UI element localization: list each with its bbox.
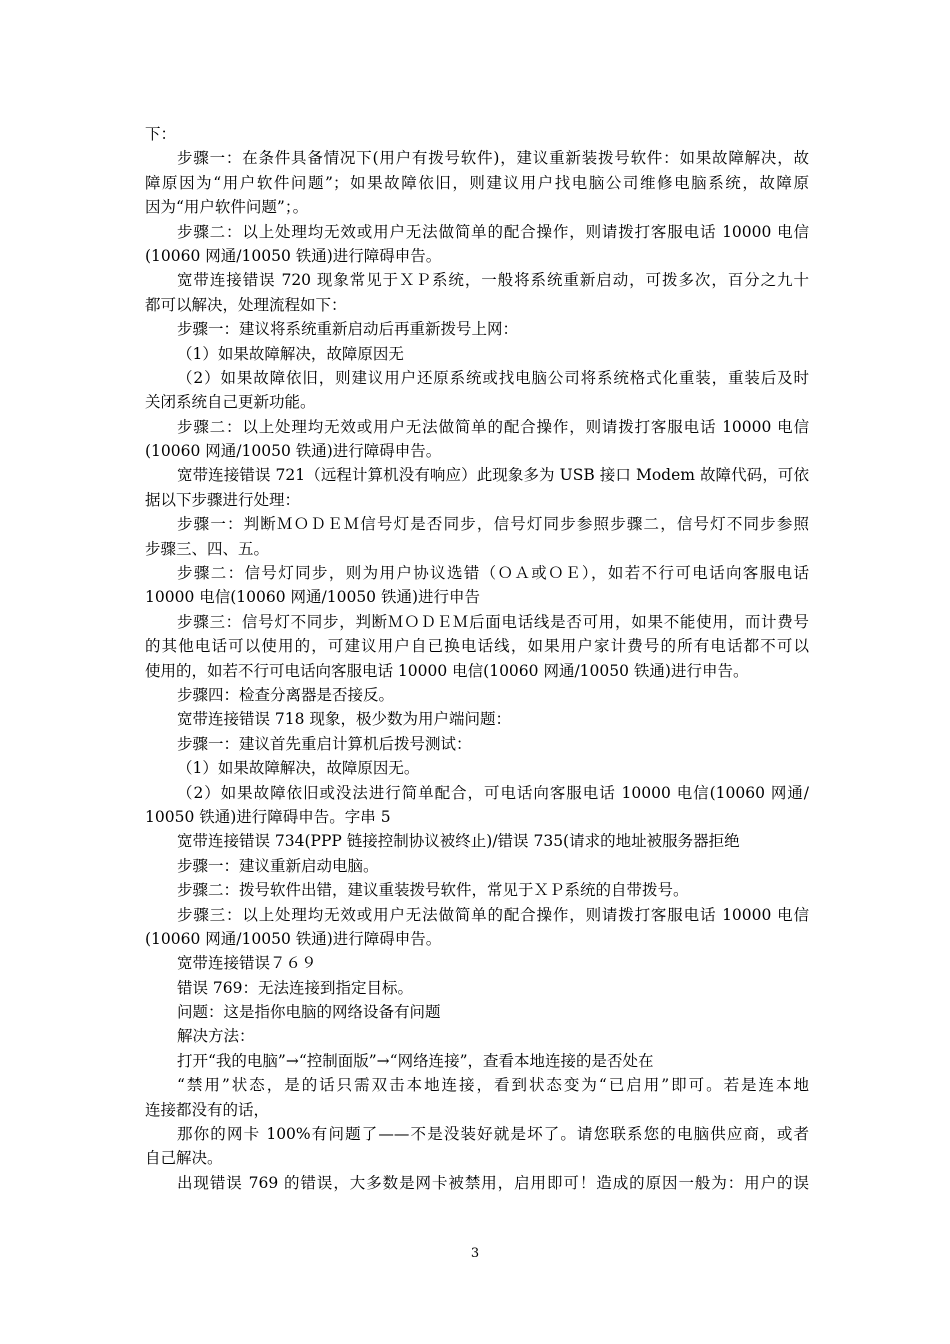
text-line: 10050 铁通)进行障碍申告。字串 5 — [145, 807, 391, 826]
text-line: 的其他电话可以使用的，可建议用户自已换电话线，如果用户家计费号的所有电话都不可以 — [145, 637, 809, 656]
text-line: 宽带连接错误 734(PPP 链接控制协议被终止)/错误 735(请求的地址被服务器拒绝 — [177, 832, 740, 851]
text-line: 据以下步骤进行处理： — [145, 490, 301, 509]
text-line: 出现错误 769 的错误，大多数是网卡被禁用，启用即可！造成的原因一般为：用户的误 — [177, 1173, 809, 1192]
text-line: （2）如果故障依旧，则建议用户还原系统或找电脑公司将系统格式化重装，重装后及时 — [177, 368, 809, 387]
text-line: 那你的网卡 100%有问题了——不是没装好就是坏了。请您联系您的电脑供应商，或者 — [177, 1125, 809, 1144]
text-line: 下： — [145, 125, 177, 143]
text-line: 宽带连接错误 721（远程计算机没有响应）此现象多为 USB 接口 Modem 故障代码，可依 — [177, 466, 809, 485]
text-line: 步骤二：以上处理均无效或用户无法做简单的配合操作，则请拨打客服电话 10000 电信 — [177, 417, 809, 436]
text-line: 步骤一：建议将系统重新启动后再重新拨号上网： — [177, 320, 519, 339]
text-line: 打开“我的电脑”→“控制面版”→“网络连接”，查看本地连接的是否处在 — [177, 1051, 654, 1070]
text-line: 宽带连接错误 718 现象，极少数为用户端问题： — [177, 710, 511, 729]
text-line: 都可以解决，处理流程如下： — [145, 295, 347, 314]
text-line: 10000 电信(10060 网通/10050 铁通)进行申告 — [145, 588, 481, 607]
text-line: （1）如果故障解决，故障原因无 — [177, 344, 404, 363]
text-line: 步骤二：以上处理均无效或用户无法做简单的配合操作，则请拨打客服电话 10000 电信 — [177, 222, 809, 241]
text-line: (10060 网通/10050 铁通)进行障碍申告。 — [145, 929, 442, 948]
document-body — [145, 122, 809, 1195]
text-line: （2）如果故障依旧或没法进行简单配合，可电话向客服电话 10000 电信(10060 网通/ — [177, 783, 809, 802]
text-line: 因为“用户软件问题”；。 — [145, 198, 309, 217]
text-line: 连接都没有的话， — [145, 1100, 270, 1119]
text-line: （1）如果故障解决，故障原因无。 — [177, 759, 420, 778]
text-line: 宽带连接错误 720 现象常见于ＸＰ系统，一般将系统重新启动，可拨多次，百分之九十 — [177, 271, 809, 290]
text-line: 关闭系统自己更新功能。 — [145, 393, 316, 412]
text-line: 宽带连接错误７６９ — [177, 954, 317, 973]
text-line: 步骤四：检查分离器是否接反。 — [177, 685, 395, 704]
text-line: 问题：这是指你电脑的网络设备有问题 — [177, 1003, 441, 1022]
text-line: 错误 769：无法连接到指定目标。 — [177, 978, 414, 997]
text-line: 自己解决。 — [145, 1149, 223, 1168]
text-line: 使用的，如若不行可电话向客服电话 10000 电信(10060 网通/10050 铁通)进行申告。 — [145, 661, 749, 680]
text-line: 步骤一：判断ＭＯＤＥＭ信号灯是否同步，信号灯同步参照步骤二，信号灯不同步参照 — [177, 515, 809, 534]
text-line: “禁用”状态，是的话只需双击本地连接，看到状态变为“已启用”即可。若是连本地 — [177, 1076, 809, 1095]
page-number: 3 — [470, 1246, 480, 1261]
text-line: 步骤一：建议首先重启计算机后拨号测试： — [177, 734, 472, 753]
text-line: 步骤二：拨号软件出错，建议重装拨号软件，常见于ＸＰ系统的自带拨号。 — [177, 881, 689, 900]
text-line: 步骤三、四、五。 — [145, 539, 270, 558]
text-line: (10060 网通/10050 铁通)进行障碍申告。 — [145, 442, 442, 461]
text-line: 步骤三：以上处理均无效或用户无法做简单的配合操作，则请拨打客服电话 10000 电信 — [177, 905, 809, 924]
text-line: 步骤一：在条件具备情况下(用户有拨号软件)，建议重新装拨号软件：如果故障解决，故 — [177, 149, 809, 168]
text-line: 步骤三：信号灯不同步，判断ＭＯＤＥＭ后面电话线是否可用，如果不能使用，而计费号 — [177, 612, 809, 631]
text-line: (10060 网通/10050 铁通)进行障碍申告。 — [145, 246, 442, 265]
text-line: 障原因为“用户软件问题”；如果故障依旧，则建议用户找电脑公司维修电脑系统，故障原 — [145, 173, 809, 192]
text-line: 步骤一：建议重新启动电脑。 — [177, 856, 379, 875]
text-line: 步骤二：信号灯同步，则为用户协议选错（ＯＡ或ＯＥ），如若不行可电话向客服电话 — [177, 564, 809, 583]
text-line: 解决方法： — [177, 1027, 255, 1046]
